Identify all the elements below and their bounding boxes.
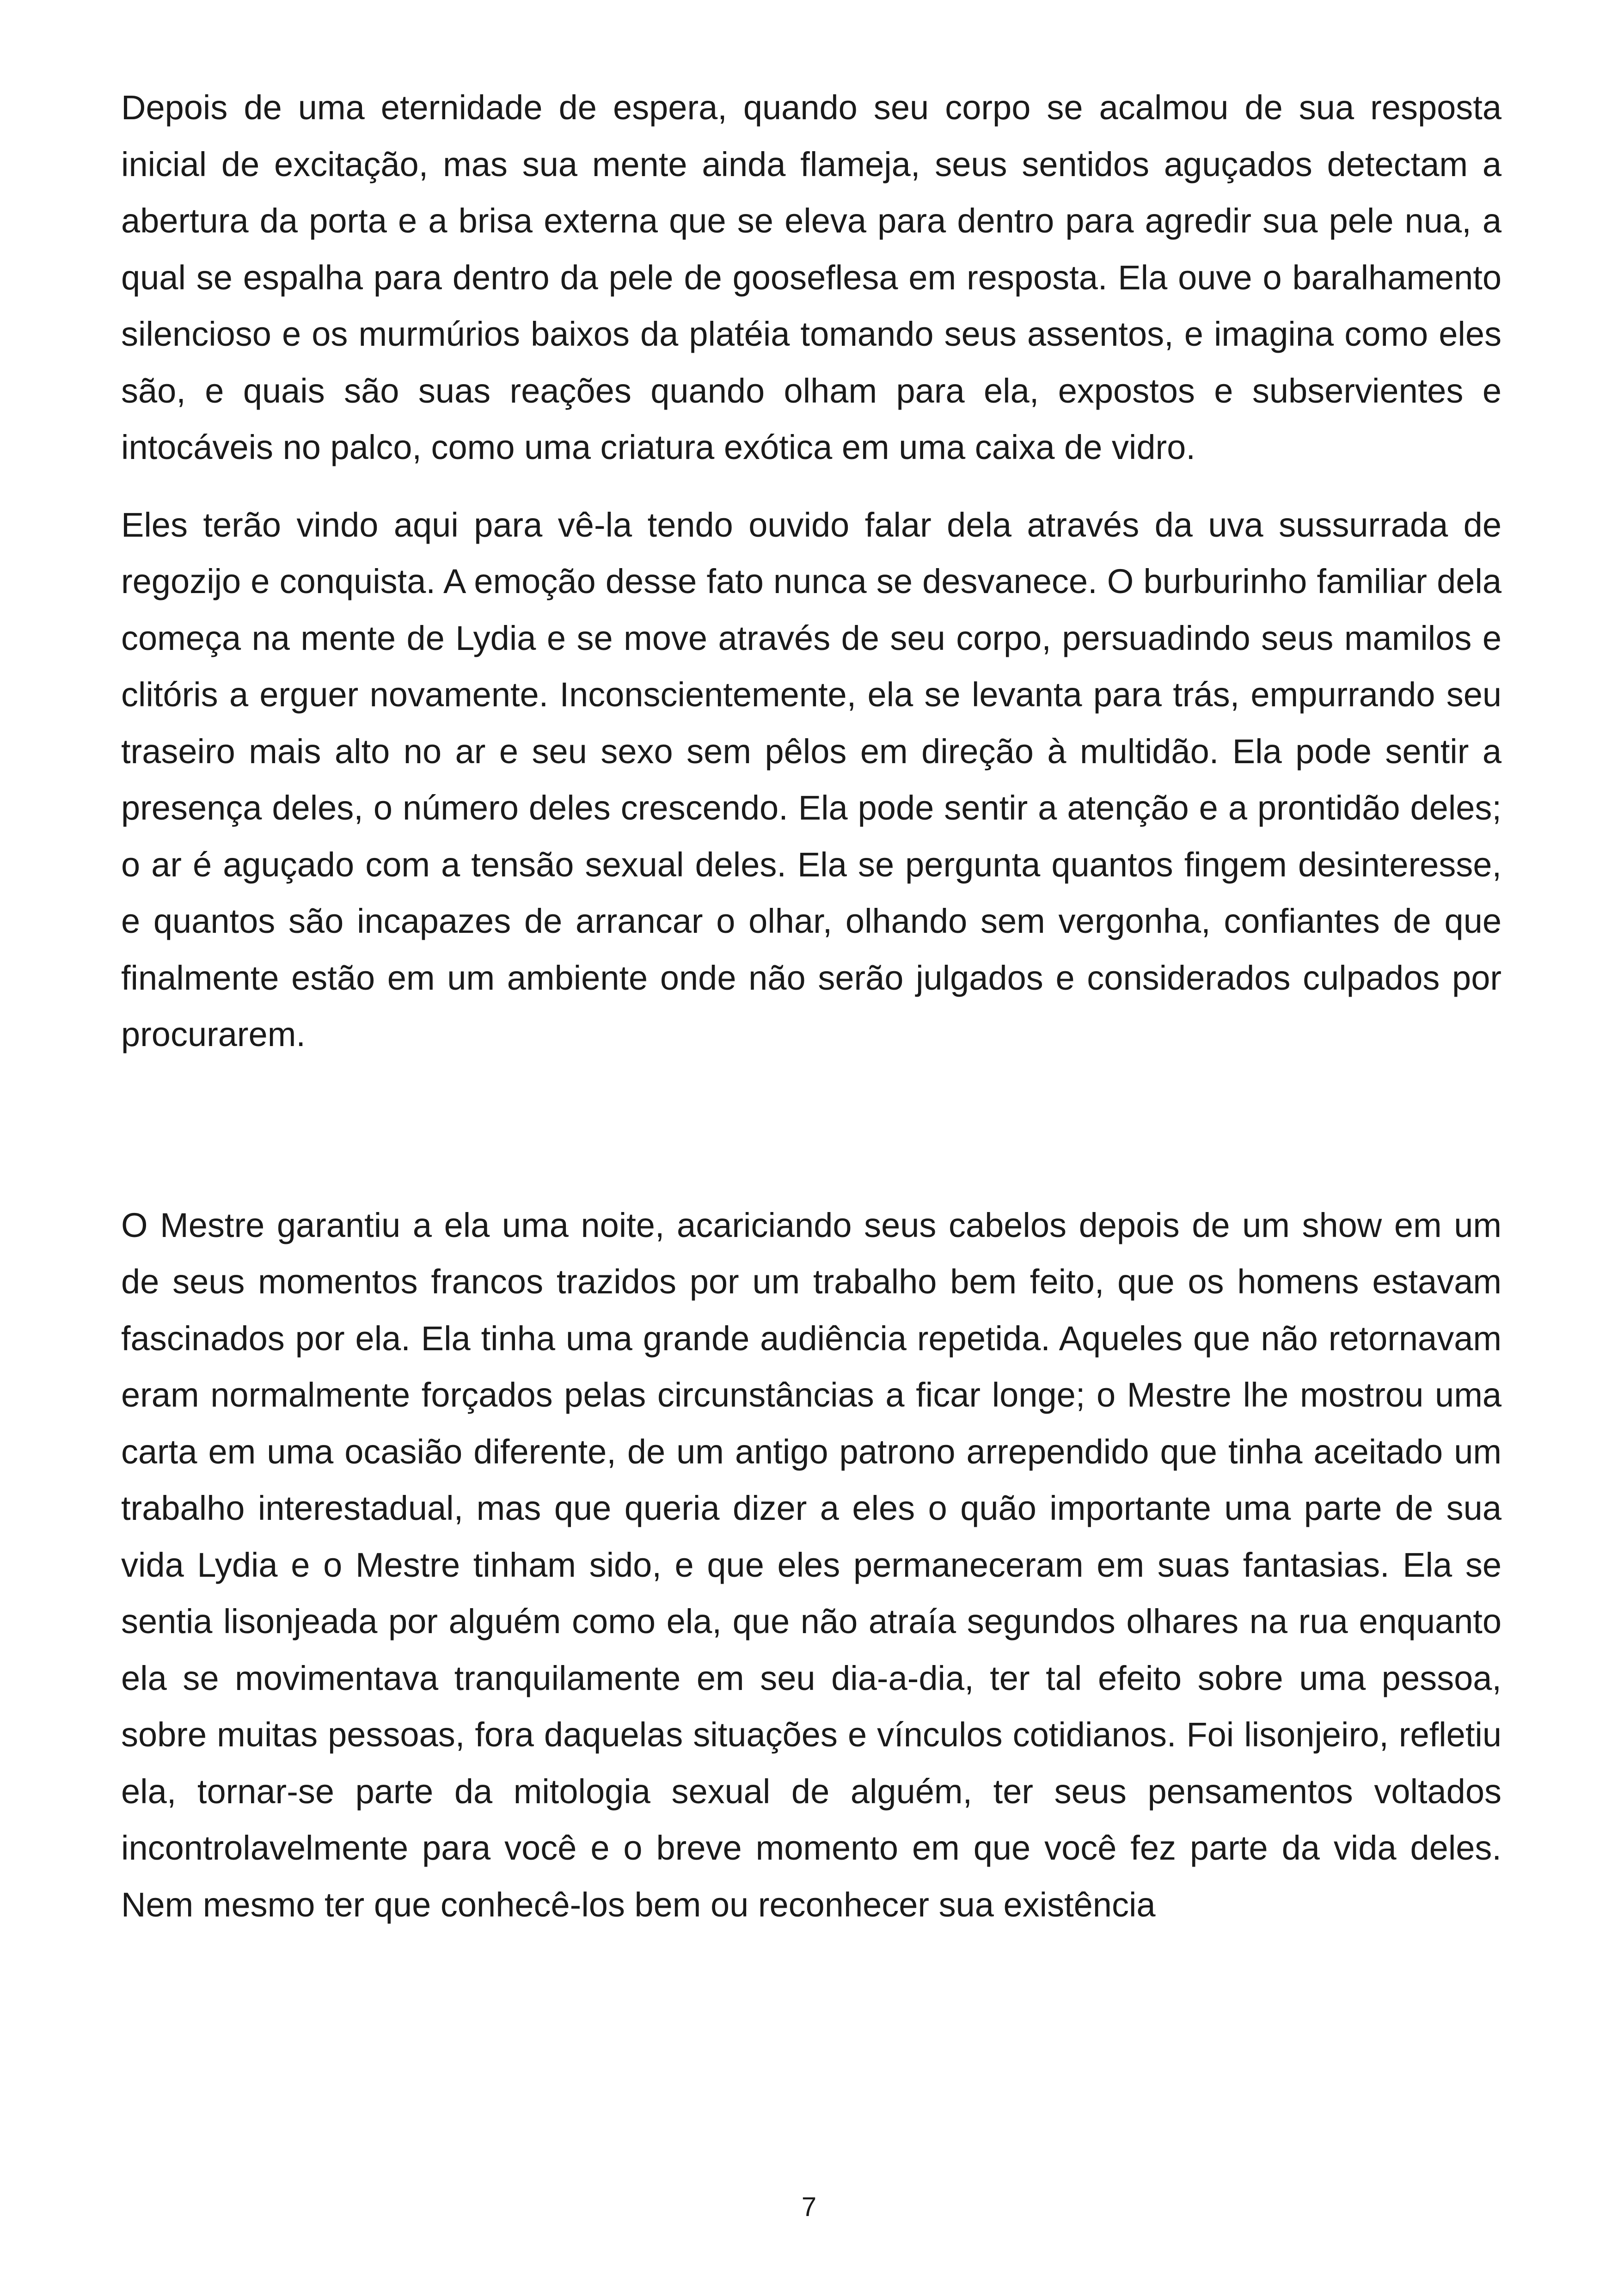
body-text [121,80,1502,1933]
paragraph: Eles terão vindo aqui para vê-la tendo ouvido falar dela através da uva sussurrada de regozijo e conquista. A emoção desse fato nunca se desvanece. O burburinho familiar dela começa na mente de Lydia e se move através de seu corpo, persuadindo seus mamilos e clitóris a erguer novamente. Inconscientemente, ela se levanta para trás, empurrando seu traseiro mais alto no ar e seu sexo sem pêlos em direção à multidão. Ela pode sentir a presença deles, o número deles crescendo. Ela pode sentir a atenção e a prontidão deles; o ar é aguçado com a tensão sexual deles. Ela se pergunta quantos fingem desinteresse, e quantos são incapazes de arrancar o olhar, olhando sem vergonha, confiantes de que finalmente estão em um ambiente onde não serão julgados e considerados culpados por procurarem. [121,505,1502,1053]
page-number: 7 [801,2192,817,2222]
paragraph: O Mestre garantiu a ela uma noite, acariciando seus cabelos depois de um show em um de seus momentos francos trazidos por um trabalho bem feito, que os homens estavam fascinados por ela. Ela tinha uma grande audiência repetida. Aqueles que não retornavam eram normalmente forçados pelas circunstâncias a ficar longe; o Mestre lhe mostrou uma carta em uma ocasião diferente, de um antigo patrono arrependido que tinha aceitado um trabalho interestadual, mas que queria dizer a eles o quão importante uma parte de sua vida Lydia e o Mestre tinham sido, e que eles permaneceram em suas fantasias. Ela se sentia lisonjeada por alguém como ela, que não atraía segundos olhares na rua enquanto ela se movimentava tranquilamente em seu dia-a-dia, ter tal efeito sobre uma pessoa, sobre muitas pessoas, fora daquelas situações e vínculos cotidianos. Foi lisonjeiro, refletiu ela, tornar-se parte da mitologia sexual de alguém, ter seus pensamentos voltados incontrolavelmente para você e o breve momento em que você fez parte da vida deles. Nem mesmo ter que conhecê-los bem ou reconhecer sua existência [121,1206,1502,1924]
paragraph: Depois de uma eternidade de espera, quando seu corpo se acalmou de sua resposta inicial de excitação, mas sua mente ainda flameja, seus sentidos aguçados detectam a abertura da porta e a brisa externa que se eleva para dentro para agredir sua pele nua, a qual se espalha para dentro da pele de gooseflesa em resposta. Ela ouve o baralhamento silencioso e os murmúrios baixos da platéia tomando seus assentos, e imagina como eles são, e quais são suas reações quando olham para ela, expostos e subservientes e intocáveis no palco, como uma criatura exótica em uma caixa de vidro. [121,88,1502,466]
